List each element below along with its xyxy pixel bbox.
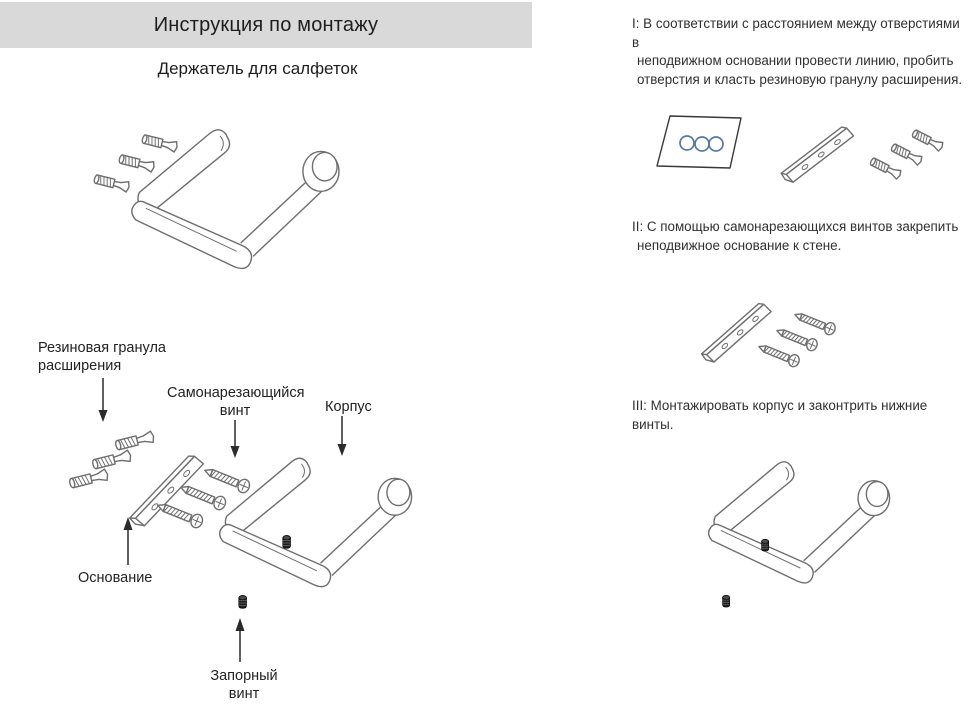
page-title: Инструкция по монтажу — [153, 13, 379, 36]
label-korpus: Корпус — [325, 399, 372, 415]
step-2-text — [632, 218, 964, 255]
step-1-text — [632, 15, 964, 89]
locking-screw-icon — [283, 536, 291, 549]
mounting-base-icon — [778, 124, 857, 185]
napkin-holder-drawing — [220, 458, 412, 586]
exploded-assembly-drawing — [50, 413, 470, 653]
arrow-up-icon — [232, 618, 248, 662]
wall-anchor-icon — [92, 450, 132, 471]
label-osnovanie: Основание — [78, 570, 153, 586]
napkin-holder-with-anchors-drawing — [58, 100, 408, 305]
drilling-template-icon — [657, 116, 741, 168]
label-zaporny-vint: Запорный винт — [210, 668, 278, 702]
step-1-line-1: I: В соответствии с расстоянием между отверстиями в — [632, 16, 960, 50]
wall-anchor-icon — [890, 143, 923, 166]
napkin-holder-drawing — [709, 462, 890, 583]
step-2-line-1: II: С помощью самонарезающихся винтов закрепить — [632, 219, 959, 234]
self-tapping-screw-icon — [757, 341, 801, 368]
step-3-figure — [692, 447, 962, 657]
self-tapping-screw-icon — [202, 464, 251, 494]
step-3-text — [632, 397, 964, 434]
wall-anchor-icon — [115, 431, 155, 452]
product-subtitle: Держатель для салфеток — [157, 59, 358, 78]
wall-anchor-icon — [118, 154, 155, 173]
label-self-tapping-screw: Самонарезающийся винт — [167, 385, 305, 419]
step-2-figure — [655, 283, 955, 383]
locking-screw-icon — [239, 596, 247, 609]
step-3-line-1: III: Монтажировать корпус и законтрить нижние винты. — [632, 398, 928, 432]
header — [0, 2, 532, 48]
arrow-up-icon — [120, 517, 136, 565]
locking-screw-icon — [723, 595, 730, 607]
self-tapping-screw-icon — [793, 309, 837, 336]
step-1-line-2: неподвижном основании провести линию, пробить — [637, 53, 954, 68]
step-1-line-3: отверстия и класть резиновую гранулу расширения. — [637, 71, 963, 87]
wall-anchor-icon — [141, 134, 178, 153]
label-expansion-plug: Резиновая гранула расширения — [38, 340, 166, 374]
napkin-holder-drawing — [132, 130, 339, 269]
self-tapping-screw-icon — [178, 481, 227, 511]
self-tapping-screw-icon — [775, 325, 819, 352]
wall-anchor-icon — [69, 469, 109, 490]
step-1-figure — [645, 102, 960, 202]
locking-screw-icon — [762, 539, 769, 551]
wall-anchor-icon — [911, 129, 944, 152]
wall-anchor-icon — [93, 174, 130, 193]
wall-anchor-icon — [869, 157, 902, 180]
step-2-line-2: неподвижное основание к стене. — [637, 237, 842, 253]
mounting-base-icon — [698, 301, 775, 366]
